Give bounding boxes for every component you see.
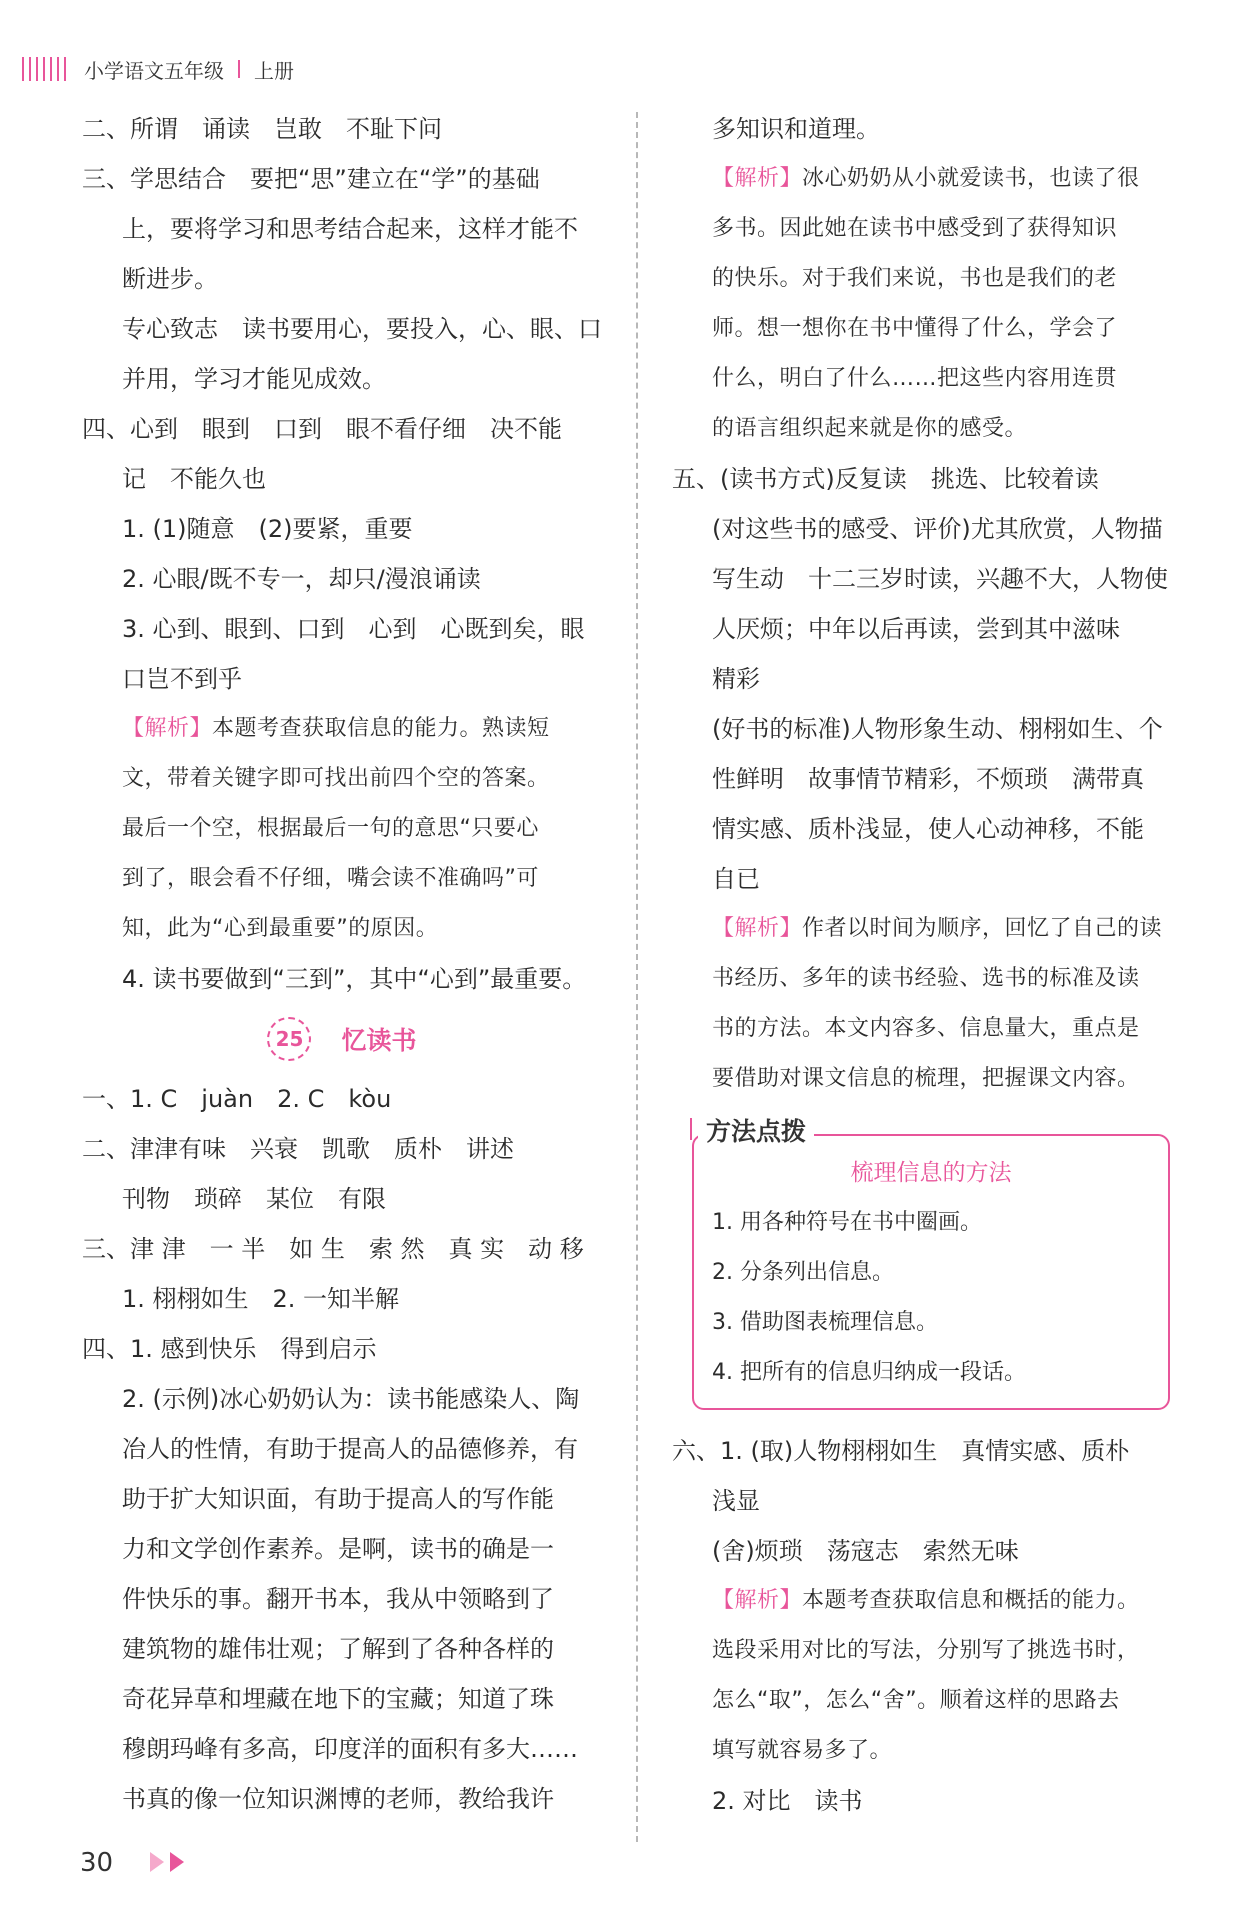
answer-text: 三、津 津 一 半 如 生 索 然 真 实 动 移 xyxy=(82,1235,584,1263)
answer-line xyxy=(672,554,1204,604)
header-separator xyxy=(238,60,240,78)
analysis-tag: 【解析】 xyxy=(122,716,213,741)
answer-line xyxy=(672,1004,1204,1054)
answer-text: 最后一个空，根据最后一句的意思“只要心 xyxy=(122,816,539,841)
answer-line xyxy=(82,1574,602,1624)
answer-line xyxy=(672,1526,1204,1576)
answer-text: 记 不能久也 xyxy=(122,465,266,493)
answer-line xyxy=(82,154,602,204)
answer-text: 二、津津有味 兴衰 凯歌 质朴 讲述 xyxy=(82,1135,514,1163)
analysis-tag: 【解析】 xyxy=(712,166,803,191)
answer-text: 2. 心眼/既不专一，却只/漫浪诵读 xyxy=(122,565,481,593)
answer-line xyxy=(82,204,602,254)
answer-line xyxy=(82,554,602,604)
answer-line xyxy=(672,1426,1204,1476)
answer-text: 性鲜明 故事情节精彩，不烦琐 满带真 xyxy=(712,765,1144,793)
answer-line xyxy=(82,1674,602,1724)
answer-line xyxy=(82,404,602,454)
answer-line xyxy=(82,354,602,404)
answer-line xyxy=(672,754,1204,804)
answer-line xyxy=(82,1424,602,1474)
answer-text: 到了，眼会看不仔细，嘴会读不准确吗”可 xyxy=(122,866,539,891)
method-tips-label: 方法点拨 xyxy=(698,1112,814,1148)
answer-line xyxy=(82,1374,602,1424)
answer-line xyxy=(672,804,1204,854)
answer-text: 四、1. 感到快乐 得到启示 xyxy=(82,1335,377,1363)
answer-line xyxy=(672,654,1204,704)
answer-text: 穆朗玛峰有多高，印度洋的面积有多大…… xyxy=(122,1735,578,1763)
header-stripes-decoration xyxy=(22,57,66,81)
answer-text: (舍)烦琐 荡寇志 索然无味 xyxy=(712,1537,1019,1565)
answer-line xyxy=(82,1124,602,1174)
answer-text: (好书的标准)人物形象生动、栩栩如生、个 xyxy=(712,715,1163,743)
answer-text: 的语言组织起来就是你的感受。 xyxy=(712,416,1028,441)
answer-line xyxy=(82,604,602,654)
answer-text: 三、学思结合 要把“思”建立在“学”的基础 xyxy=(82,165,540,193)
answer-text: 多书。因此她在读书中感受到了获得知识 xyxy=(712,216,1118,241)
answer-text: 冶人的性情，有助于提高人的品德修养，有 xyxy=(122,1435,578,1463)
answer-text: (对这些书的感受、评价)尤其欣赏，人物描 xyxy=(712,515,1163,543)
analysis-tag: 【解析】 xyxy=(712,916,803,941)
answer-line xyxy=(672,604,1204,654)
answer-line xyxy=(82,1324,602,1374)
answer-text: 知，此为“心到最重要”的原因。 xyxy=(122,916,439,941)
answer-line xyxy=(672,1726,1204,1776)
answer-text: 上，要将学习和思考结合起来，这样才能不 xyxy=(122,215,578,243)
answer-line xyxy=(82,1774,602,1824)
left-bottom-answers xyxy=(82,1074,602,1824)
answer-text: 助于扩大知识面，有助于提高人的写作能 xyxy=(122,1485,554,1513)
answer-text: 力和文学创作素养。是啊，读书的确是一 xyxy=(122,1535,554,1563)
answer-line xyxy=(672,204,1204,254)
answer-text: 五、(读书方式)反复读 挑选、比较着读 xyxy=(672,465,1099,493)
answer-text: 自已 xyxy=(712,865,760,893)
method-tips-content xyxy=(692,1134,1170,1410)
answer-line xyxy=(672,154,1204,204)
answer-text: 写生动 十二三岁时读，兴趣不大，人物使 xyxy=(712,565,1168,593)
left-column xyxy=(82,104,602,1824)
right-top-answers xyxy=(672,104,1204,1104)
answer-line xyxy=(672,454,1204,504)
answer-line xyxy=(672,904,1204,954)
page-header xyxy=(22,52,294,86)
answer-text: 四、心到 眼到 口到 眼不看仔细 决不能 xyxy=(82,415,562,443)
answer-line xyxy=(672,504,1204,554)
answer-line xyxy=(672,1576,1204,1626)
answer-line xyxy=(82,254,602,304)
answer-text: 本题考查获取信息和概括的能力。 xyxy=(802,1588,1140,1613)
answer-line xyxy=(82,754,602,804)
answer-text: 怎么“取”，怎么“舍”。顺着这样的思路去 xyxy=(712,1688,1120,1713)
answer-line xyxy=(672,1776,1204,1826)
lesson-heading xyxy=(82,1004,602,1074)
answer-line xyxy=(672,304,1204,354)
right-bottom-answers xyxy=(672,1426,1204,1826)
answer-text: 奇花异草和埋藏在地下的宝藏；知道了珠 xyxy=(122,1685,554,1713)
answer-line xyxy=(82,954,602,1004)
answer-text: 2. (示例)冰心奶奶认为：读书能感染人、陶 xyxy=(122,1385,580,1413)
answer-text: 件快乐的事。翻开书本，我从中领略到了 xyxy=(122,1585,554,1613)
answer-line xyxy=(82,454,602,504)
method-tips-box xyxy=(692,1117,1170,1410)
answer-line xyxy=(82,904,602,954)
answer-text: 专心致志 读书要用心，要投入，心、眼、口 xyxy=(122,315,602,343)
book-volume: 上册 xyxy=(254,58,294,83)
right-column xyxy=(672,104,1204,1826)
answer-line xyxy=(82,104,602,154)
method-tip-item: 4. 把所有的信息归纳成一段话。 xyxy=(712,1360,1026,1385)
answer-text: 并用，学习才能见成效。 xyxy=(122,365,386,393)
answer-text: 刊物 琐碎 某位 有限 xyxy=(122,1185,386,1213)
answer-text: 一、1. C juàn 2. C kòu xyxy=(82,1085,392,1113)
method-tip-item: 3. 借助图表梳理信息。 xyxy=(712,1310,938,1335)
answer-text: 要借助对课文信息的梳理，把握课文内容。 xyxy=(712,1066,1140,1091)
method-tip-item: 1. 用各种符号在书中圈画。 xyxy=(712,1210,982,1235)
answer-line xyxy=(82,1274,602,1324)
answer-line xyxy=(672,354,1204,404)
answer-text: 1. 栩栩如生 2. 一知半解 xyxy=(122,1285,400,1313)
answer-text: 师。想一想你在书中懂得了什么，学会了 xyxy=(712,316,1118,341)
answer-text: 的快乐。对于我们来说，书也是我们的老 xyxy=(712,266,1118,291)
answer-text: 多知识和道理。 xyxy=(712,115,880,143)
answer-text: 书真的像一位知识渊博的老师，教给我许 xyxy=(122,1785,554,1813)
answer-text: 人厌烦；中年以后再读，尝到其中滋味 xyxy=(712,615,1120,643)
method-tips-heading: 梳理信息的方法 xyxy=(850,1160,1012,1186)
answer-line xyxy=(82,804,602,854)
answer-line xyxy=(82,1474,602,1524)
answer-text: 作者以时间为顺序，回忆了自己的读 xyxy=(802,916,1163,941)
answer-text: 精彩 xyxy=(712,665,760,693)
answer-line xyxy=(82,854,602,904)
answer-line xyxy=(672,1054,1204,1104)
answer-text: 口岂不到乎 xyxy=(122,665,242,693)
answer-line xyxy=(672,704,1204,754)
answer-line xyxy=(82,1074,602,1124)
answer-text: 断进步。 xyxy=(122,265,218,293)
answer-line xyxy=(82,1224,602,1274)
lesson-title: 忆读书 xyxy=(341,1026,417,1055)
answer-line xyxy=(82,704,602,754)
answer-line xyxy=(672,954,1204,1004)
analysis-tag: 【解析】 xyxy=(712,1588,803,1613)
column-divider xyxy=(636,112,638,1842)
answer-text: 什么，明白了什么……把这些内容用连贯 xyxy=(712,366,1118,391)
left-top-answers xyxy=(82,104,602,1004)
answer-text: 文，带着关键字即可找出前四个空的答案。 xyxy=(122,766,550,791)
answer-text: 本题考查获取信息的能力。熟读短 xyxy=(212,716,550,741)
answer-text: 1. (1)随意 (2)要紧，重要 xyxy=(122,515,413,543)
answer-line xyxy=(672,1676,1204,1726)
answer-line xyxy=(82,504,602,554)
method-tip-item: 2. 分条列出信息。 xyxy=(712,1260,894,1285)
answer-text: 冰心奶奶从小就爱读书，也读了很 xyxy=(802,166,1140,191)
answer-line xyxy=(672,404,1204,454)
answer-text: 浅显 xyxy=(712,1487,760,1515)
answer-text: 建筑物的雄伟壮观；了解到了各种各样的 xyxy=(122,1635,554,1663)
answer-line xyxy=(82,654,602,704)
answer-text: 2. 对比 读书 xyxy=(712,1787,863,1815)
answer-line xyxy=(672,254,1204,304)
answer-text: 填写就容易多了。 xyxy=(712,1738,893,1763)
lesson-number-badge: 25 xyxy=(267,1017,311,1061)
answer-line xyxy=(672,854,1204,904)
next-arrows-decoration xyxy=(150,1852,184,1872)
answer-line xyxy=(672,104,1204,154)
answer-text: 4. 读书要做到“三到”，其中“心到”最重要。 xyxy=(122,965,587,993)
page-number: 30 xyxy=(80,1848,114,1878)
answer-text: 二、所谓 诵读 岂敢 不耻下问 xyxy=(82,115,442,143)
answer-line xyxy=(82,1724,602,1774)
answer-text: 3. 心到、眼到、口到 心到 心既到矣，眼 xyxy=(122,615,585,643)
answer-line xyxy=(672,1476,1204,1526)
answer-text: 选段采用对比的写法，分别写了挑选书时， xyxy=(712,1638,1140,1663)
answer-text: 情实感、质朴浅显，使人心动神移，不能 xyxy=(712,815,1144,843)
answer-line xyxy=(82,304,602,354)
answer-text: 书经历、多年的读书经验、选书的标准及读 xyxy=(712,966,1140,991)
answer-line xyxy=(82,1174,602,1224)
book-title: 小学语文五年级 xyxy=(84,58,224,83)
answer-line xyxy=(82,1524,602,1574)
answer-line xyxy=(82,1624,602,1674)
answer-text: 书的方法。本文内容多、信息量大，重点是 xyxy=(712,1016,1140,1041)
answer-text: 六、1. (取)人物栩栩如生 真情实感、质朴 xyxy=(672,1437,1130,1465)
answer-line xyxy=(672,1626,1204,1676)
